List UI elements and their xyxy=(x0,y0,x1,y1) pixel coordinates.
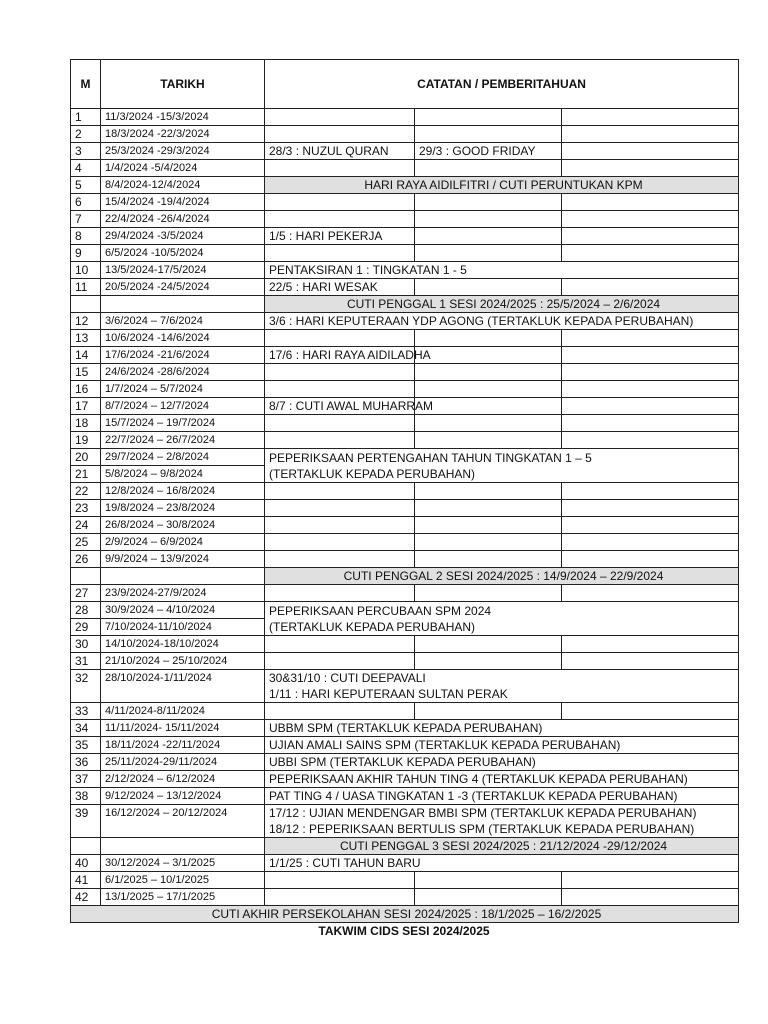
week-number: 16 xyxy=(71,381,101,398)
week-dates: 8/4/2024-12/4/2024 xyxy=(101,177,265,194)
week-note-extra xyxy=(415,194,562,211)
week-note-extra xyxy=(562,330,739,347)
note-line: PEPERIKSAAN PERTENGAHAN TAHUN TINGKATAN 1 – 5 xyxy=(269,450,592,465)
week-row xyxy=(71,855,739,872)
week-number: 25 xyxy=(71,534,101,551)
week-note xyxy=(265,636,415,653)
week-note-extra xyxy=(562,653,739,670)
week-row xyxy=(71,245,739,262)
week-note: UBBI SPM (TERTAKLUK KEPADA PERUBAHAN) xyxy=(265,754,739,771)
week-number: 19 xyxy=(71,432,101,449)
empty-date-cell xyxy=(101,838,265,855)
week-note: 1/1/25 : CUTI TAHUN BARU xyxy=(265,855,739,872)
note-line: 30&31/10 : CUTI DEEPAVALI xyxy=(269,671,426,685)
week-number: 13 xyxy=(71,330,101,347)
week-note-extra xyxy=(562,364,739,381)
week-dates: 13/5/2024-17/5/2024 xyxy=(101,262,265,279)
week-note xyxy=(265,551,415,568)
empty-week-cell xyxy=(71,568,101,585)
calendar-body xyxy=(71,109,739,923)
week-dates: 1/4/2024 -5/4/2024 xyxy=(101,160,265,177)
week-note xyxy=(265,449,739,483)
week-note-extra xyxy=(562,415,739,432)
week-row xyxy=(71,889,739,906)
holiday-banner: CUTI PENGGAL 2 SESI 2024/2025 : 14/9/2024 – 22/9/2024 xyxy=(265,568,739,585)
week-row xyxy=(71,517,739,534)
week-dates: 28/10/2024-1/11/2024 xyxy=(101,670,265,703)
week-number: 9 xyxy=(71,245,101,262)
week-number: 28 xyxy=(71,602,101,619)
holiday-row xyxy=(71,296,739,313)
week-row xyxy=(71,551,739,568)
week-note-extra xyxy=(415,279,562,296)
week-dates: 13/1/2025 – 17/1/2025 xyxy=(101,889,265,906)
week-number: 14 xyxy=(71,347,101,364)
week-note: 28/3 : NUZUL QURAN xyxy=(265,143,415,160)
week-note xyxy=(265,194,415,211)
week-number: 22 xyxy=(71,483,101,500)
week-note xyxy=(265,703,415,720)
week-note xyxy=(265,483,415,500)
week-number: 21 xyxy=(71,466,101,483)
school-calendar-table xyxy=(70,59,739,923)
week-note-extra xyxy=(415,347,562,364)
week-dates: 16/12/2024 – 20/12/2024 xyxy=(101,805,265,838)
week-number: 36 xyxy=(71,754,101,771)
week-row xyxy=(71,737,739,754)
holiday-row xyxy=(71,568,739,585)
week-row xyxy=(71,211,739,228)
week-row xyxy=(71,653,739,670)
week-dates: 3/6/2024 – 7/6/2024 xyxy=(101,313,265,330)
week-note-extra xyxy=(562,585,739,602)
week-note-extra xyxy=(415,534,562,551)
week-note-extra xyxy=(415,872,562,889)
empty-date-cell xyxy=(101,568,265,585)
week-dates: 10/6/2024 -14/6/2024 xyxy=(101,330,265,347)
week-dates: 25/3/2024 -29/3/2024 xyxy=(101,143,265,160)
week-note: 8/7 : CUTI AWAL MUHARRAM xyxy=(265,398,415,415)
week-dates: 22/7/2024 – 26/7/2024 xyxy=(101,432,265,449)
week-note-extra xyxy=(415,228,562,245)
week-row xyxy=(71,449,739,466)
note-line: 18/12 : PEPERIKSAAN BERTULIS SPM (TERTAKLUK KEPADA PERUBAHAN) xyxy=(269,822,695,836)
week-row xyxy=(71,754,739,771)
week-note xyxy=(265,126,415,143)
week-dates: 14/10/2024-18/10/2024 xyxy=(101,636,265,653)
week-row xyxy=(71,279,739,296)
week-note-extra xyxy=(562,279,739,296)
week-dates: 15/4/2024 -19/4/2024 xyxy=(101,194,265,211)
week-dates: 24/6/2024 -28/6/2024 xyxy=(101,364,265,381)
week-dates: 25/11/2024-29/11/2024 xyxy=(101,754,265,771)
week-number: 39 xyxy=(71,805,101,838)
week-note: UBBM SPM (TERTAKLUK KEPADA PERUBAHAN) xyxy=(265,720,739,737)
week-number: 40 xyxy=(71,855,101,872)
week-number: 38 xyxy=(71,788,101,805)
week-number: 18 xyxy=(71,415,101,432)
week-row xyxy=(71,534,739,551)
week-note-extra xyxy=(562,483,739,500)
week-note-extra xyxy=(415,211,562,228)
week-dates: 11/11/2024- 15/11/2024 xyxy=(101,720,265,737)
week-note-extra xyxy=(562,194,739,211)
week-note-extra xyxy=(415,500,562,517)
week-row xyxy=(71,228,739,245)
date-column-header: TARIKH xyxy=(101,60,265,109)
week-note-extra xyxy=(562,517,739,534)
holiday-banner: HARI RAYA AIDILFITRI / CUTI PERUNTUKAN KPM xyxy=(265,177,739,194)
week-row xyxy=(71,415,739,432)
week-note xyxy=(265,670,739,703)
week-dates: 30/12/2024 – 3/1/2025 xyxy=(101,855,265,872)
week-note-extra xyxy=(562,160,739,177)
week-note-extra xyxy=(415,432,562,449)
week-note xyxy=(265,432,415,449)
final-holiday-banner: CUTI AKHIR PERSEKOLAHAN SESI 2024/2025 : 18/1/2025 – 16/2/2025 xyxy=(71,906,739,923)
week-row xyxy=(71,109,739,126)
week-row xyxy=(71,703,739,720)
week-dates: 2/12/2024 – 6/12/2024 xyxy=(101,771,265,788)
week-note xyxy=(265,500,415,517)
week-note-extra xyxy=(562,109,739,126)
week-note-extra xyxy=(562,245,739,262)
week-number: 7 xyxy=(71,211,101,228)
week-row xyxy=(71,500,739,517)
week-number: 12 xyxy=(71,313,101,330)
week-row xyxy=(71,194,739,211)
holiday-banner: CUTI PENGGAL 3 SESI 2024/2025 : 21/12/2024 -29/12/2024 xyxy=(265,838,739,855)
week-note xyxy=(265,330,415,347)
week-number: 30 xyxy=(71,636,101,653)
week-note xyxy=(265,534,415,551)
final-holiday-row xyxy=(71,906,739,923)
week-dates: 29/7/2024 – 2/8/2024 xyxy=(101,449,265,466)
week-row xyxy=(71,483,739,500)
week-row xyxy=(71,398,739,415)
week-number: 41 xyxy=(71,872,101,889)
week-dates: 5/8/2024 – 9/8/2024 xyxy=(101,466,265,483)
week-dates: 30/9/2024 – 4/10/2024 xyxy=(101,602,265,619)
week-note: 17/6 : HARI RAYA AIDILADHA xyxy=(265,347,415,364)
week-row xyxy=(71,126,739,143)
note-line: 17/12 : UJIAN MENDENGAR BMBI SPM (TERTAKLUK KEPADA PERUBAHAN) xyxy=(269,806,697,820)
week-note-extra xyxy=(415,109,562,126)
week-note: PEPERIKSAAN AKHIR TAHUN TING 4 (TERTAKLUK KEPADA PERUBAHAN) xyxy=(265,771,739,788)
week-note xyxy=(265,109,415,126)
week-note-extra xyxy=(562,636,739,653)
week-row xyxy=(71,143,739,160)
week-dates: 12/8/2024 – 16/8/2024 xyxy=(101,483,265,500)
week-number: 24 xyxy=(71,517,101,534)
week-number: 17 xyxy=(71,398,101,415)
week-note-extra xyxy=(415,585,562,602)
week-note-extra xyxy=(415,381,562,398)
week-note xyxy=(265,805,739,838)
week-note: 22/5 : HARI WESAK xyxy=(265,279,415,296)
week-note-extra xyxy=(415,889,562,906)
week-dates: 7/10/2024-11/10/2024 xyxy=(101,619,265,636)
empty-date-cell xyxy=(101,296,265,313)
week-note xyxy=(265,517,415,534)
week-note-extra xyxy=(562,143,739,160)
week-number: 31 xyxy=(71,653,101,670)
week-row xyxy=(71,330,739,347)
week-row xyxy=(71,160,739,177)
week-dates: 21/10/2024 – 25/10/2024 xyxy=(101,653,265,670)
week-row xyxy=(71,432,739,449)
week-dates: 9/12/2024 – 13/12/2024 xyxy=(101,788,265,805)
week-number: 27 xyxy=(71,585,101,602)
week-number: 23 xyxy=(71,500,101,517)
week-dates: 17/6/2024 -21/6/2024 xyxy=(101,347,265,364)
week-row xyxy=(71,636,739,653)
week-note-extra xyxy=(415,160,562,177)
week-number: 37 xyxy=(71,771,101,788)
week-note xyxy=(265,245,415,262)
week-note-extra xyxy=(415,415,562,432)
week-note-extra xyxy=(562,228,739,245)
week-dates: 20/5/2024 -24/5/2024 xyxy=(101,279,265,296)
week-number: 10 xyxy=(71,262,101,279)
week-dates: 9/9/2024 – 13/9/2024 xyxy=(101,551,265,568)
week-note-extra xyxy=(562,872,739,889)
notes-column-header: CATATAN / PEMBERITAHUAN xyxy=(265,60,739,109)
week-number: 29 xyxy=(71,619,101,636)
week-row xyxy=(71,872,739,889)
holiday-banner: CUTI PENGGAL 1 SESI 2024/2025 : 25/5/2024 – 2/6/2024 xyxy=(265,296,739,313)
week-note-extra xyxy=(562,889,739,906)
empty-week-cell xyxy=(71,296,101,313)
week-note xyxy=(265,364,415,381)
week-dates: 11/3/2024 -15/3/2024 xyxy=(101,109,265,126)
week-note-extra xyxy=(415,636,562,653)
week-number: 34 xyxy=(71,720,101,737)
week-number: 20 xyxy=(71,449,101,466)
week-number: 8 xyxy=(71,228,101,245)
week-dates: 15/7/2024 – 19/7/2024 xyxy=(101,415,265,432)
week-note xyxy=(265,602,739,636)
week-note-extra xyxy=(562,398,739,415)
week-row xyxy=(71,347,739,364)
week-note-extra xyxy=(415,398,562,415)
note-line: PEPERIKSAAN PERCUBAAN SPM 2024 xyxy=(269,603,492,618)
week-note-extra xyxy=(415,330,562,347)
week-row xyxy=(71,313,739,330)
week-dates: 6/1/2025 – 10/1/2025 xyxy=(101,872,265,889)
week-note xyxy=(265,160,415,177)
week-row xyxy=(71,788,739,805)
document-footer-title: TAKWIM CIDS SESI 2024/2025 xyxy=(318,924,490,938)
week-row xyxy=(71,177,739,194)
week-note: 3/6 : HARI KEPUTERAAN YDP AGONG (TERTAKLUK KEPADA PERUBAHAN) xyxy=(265,313,739,330)
note-line: (TERTAKLUK KEPADA PERUBAHAN) xyxy=(269,619,476,634)
week-row xyxy=(71,585,739,602)
week-number: 11 xyxy=(71,279,101,296)
week-number: 2 xyxy=(71,126,101,143)
week-dates: 19/8/2024 – 23/8/2024 xyxy=(101,500,265,517)
week-note-extra xyxy=(562,432,739,449)
week-number: 6 xyxy=(71,194,101,211)
week-note xyxy=(265,415,415,432)
week-dates: 18/3/2024 -22/3/2024 xyxy=(101,126,265,143)
week-number: 3 xyxy=(71,143,101,160)
week-note-extra xyxy=(562,534,739,551)
week-note xyxy=(265,211,415,228)
week-row xyxy=(71,262,739,279)
week-dates: 2/9/2024 – 6/9/2024 xyxy=(101,534,265,551)
header-row xyxy=(71,60,739,109)
week-row xyxy=(71,670,739,703)
week-number: 5 xyxy=(71,177,101,194)
week-row xyxy=(71,720,739,737)
week-note-extra xyxy=(415,364,562,381)
holiday-row xyxy=(71,838,739,855)
week-note xyxy=(265,889,415,906)
week-column-header: M xyxy=(71,60,101,109)
week-note-extra xyxy=(562,551,739,568)
week-dates: 4/11/2024-8/11/2024 xyxy=(101,703,265,720)
week-note-extra xyxy=(562,211,739,228)
week-dates: 1/7/2024 – 5/7/2024 xyxy=(101,381,265,398)
week-note: PAT TING 4 / UASA TINGKATAN 1 -3 (TERTAKLUK KEPADA PERUBAHAN) xyxy=(265,788,739,805)
week-row xyxy=(71,381,739,398)
week-note-extra xyxy=(415,551,562,568)
week-number: 1 xyxy=(71,109,101,126)
week-note xyxy=(265,872,415,889)
week-number: 32 xyxy=(71,670,101,703)
week-note-extra: 29/3 : GOOD FRIDAY xyxy=(415,143,562,160)
week-note-extra xyxy=(562,381,739,398)
week-dates: 29/4/2024 -3/5/2024 xyxy=(101,228,265,245)
week-row xyxy=(71,771,739,788)
week-note-extra xyxy=(415,245,562,262)
week-note-extra xyxy=(562,500,739,517)
week-number: 26 xyxy=(71,551,101,568)
note-line: 1/11 : HARI KEPUTERAAN SULTAN PERAK xyxy=(269,687,508,701)
week-dates: 18/11/2024 -22/11/2024 xyxy=(101,737,265,754)
week-dates: 6/5/2024 -10/5/2024 xyxy=(101,245,265,262)
week-number: 33 xyxy=(71,703,101,720)
week-row xyxy=(71,805,739,838)
week-note-extra xyxy=(415,653,562,670)
week-note-extra xyxy=(415,703,562,720)
week-number: 15 xyxy=(71,364,101,381)
week-note-extra xyxy=(415,517,562,534)
week-note-extra xyxy=(415,126,562,143)
week-note-extra xyxy=(415,483,562,500)
week-note xyxy=(265,585,415,602)
week-row xyxy=(71,364,739,381)
week-dates: 26/8/2024 – 30/8/2024 xyxy=(101,517,265,534)
week-note-extra xyxy=(562,347,739,364)
week-note xyxy=(265,381,415,398)
week-note xyxy=(265,653,415,670)
week-note-extra xyxy=(562,703,739,720)
week-note: PENTAKSIRAN 1 : TINGKATAN 1 - 5 xyxy=(265,262,739,279)
week-number: 4 xyxy=(71,160,101,177)
week-note: UJIAN AMALI SAINS SPM (TERTAKLUK KEPADA PERUBAHAN) xyxy=(265,737,739,754)
week-row xyxy=(71,602,739,619)
week-number: 35 xyxy=(71,737,101,754)
note-line: (TERTAKLUK KEPADA PERUBAHAN) xyxy=(269,466,476,481)
week-dates: 8/7/2024 – 12/7/2024 xyxy=(101,398,265,415)
week-number: 42 xyxy=(71,889,101,906)
empty-week-cell xyxy=(71,838,101,855)
week-note-extra xyxy=(562,126,739,143)
week-dates: 23/9/2024-27/9/2024 xyxy=(101,585,265,602)
week-dates: 22/4/2024 -26/4/2024 xyxy=(101,211,265,228)
week-note: 1/5 : HARI PEKERJA xyxy=(265,228,415,245)
